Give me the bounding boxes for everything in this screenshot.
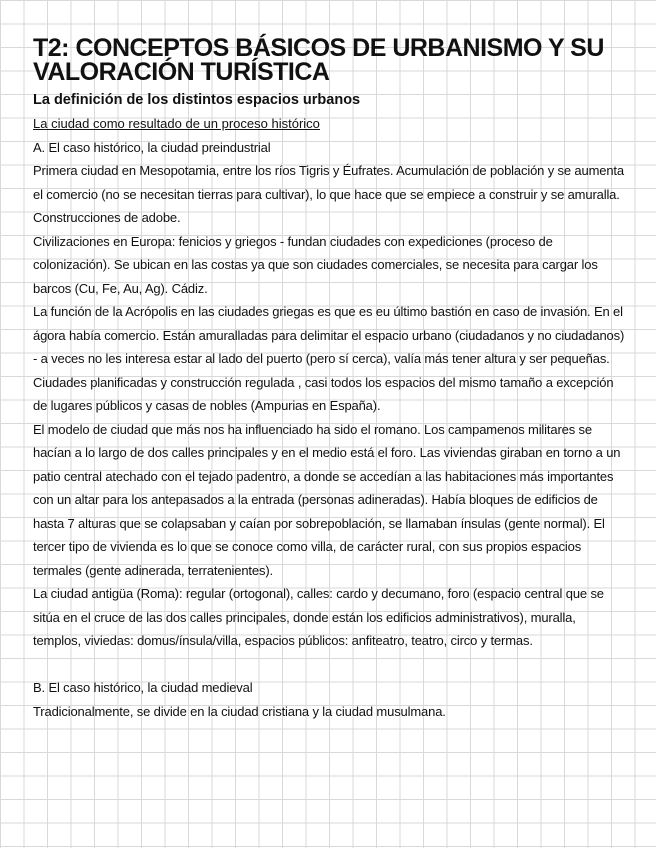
- paragraph: La función de la Acrópolis en las ciudades griegas es que es eu último bastión en caso de invasión. En el ágora había comercio. Están amuralladas para delimitar el espacio urbano (ciudadanos y no ciudadanos) - a veces no les interesa estar al lado del puerto (pero sí cerca), valía más tener altura y ser pequeñas. Ciudades planificadas y construcción regulada , casi todos los espacios del mismo tamaño a excepción de lugares públicos y casas de nobles (Ampurias en España).: [33, 304, 625, 413]
- paragraph: Tradicionalmente, se divide en la ciudad cristiana y la ciudad musulmana.: [33, 703, 446, 719]
- paragraph: La ciudad antigüa (Roma): regular (ortogonal), calles: cardo y decumano, foro (espacio central que se sitúa en el cruce de las dos calles principales, donde están los edificios administrativos), muralla, templos, viviedas: domus/ínsula/villa, espacios públicos: anfiteatro, teatro, circo y termas.: [33, 586, 604, 648]
- blank-line: [33, 653, 625, 677]
- paragraph: El modelo de ciudad que más nos ha influenciado ha sido el romano. Los campamenos militares se hacían a lo largo de dos calles principales y en el medio está el foro. Las viviendas giraban en torno a un patio central atechado con el tejado padentro, a donde se accedían a las habitaciones más importantes con un altar para los antepasados a la entrada (personas adineradas). Había bloques de edificios de hasta 7 alturas que se colapsaban y caían por sobrepoblación, se llamaban ínsulas (gente normal). El tercer tipo de vivienda es lo que se conoce como villa, de carácter rural, con sus propios espacios termales (gente adinerada, terratenientes).: [33, 421, 621, 578]
- document-page: [33, 36, 625, 723]
- heading-b: B. El caso histórico, la ciudad medieval: [33, 680, 253, 695]
- document-title: T2: CONCEPTOS BÁSICOS DE URBANISMO Y SU VALORACIÓN TURÍSTICA: [33, 34, 604, 86]
- section-heading: La ciudad como resultado de un proceso histórico: [33, 116, 320, 131]
- heading-a: A. El caso histórico, la ciudad preindustrial: [33, 139, 271, 155]
- document-subtitle: La definición de los distintos espacios urbanos: [33, 92, 361, 108]
- paragraph: Primera ciudad en Mesopotamia, entre los ríos Tigris y Éufrates. Acumulación de población y se aumenta el comercio (no se necesitan tierras para cultivar), lo que hace que se empiece a construir y se amuralla. Construcciones de adobe.: [33, 163, 624, 225]
- paragraph: Civilizaciones en Europa: fenicios y griegos - fundan ciudades con expediciones (proceso de colonización). Se ubican en las costas ya que son ciudades comerciales, se necesita para cargar los barcos (Cu, Fe, Au, Ag). Cádiz.: [33, 233, 598, 296]
